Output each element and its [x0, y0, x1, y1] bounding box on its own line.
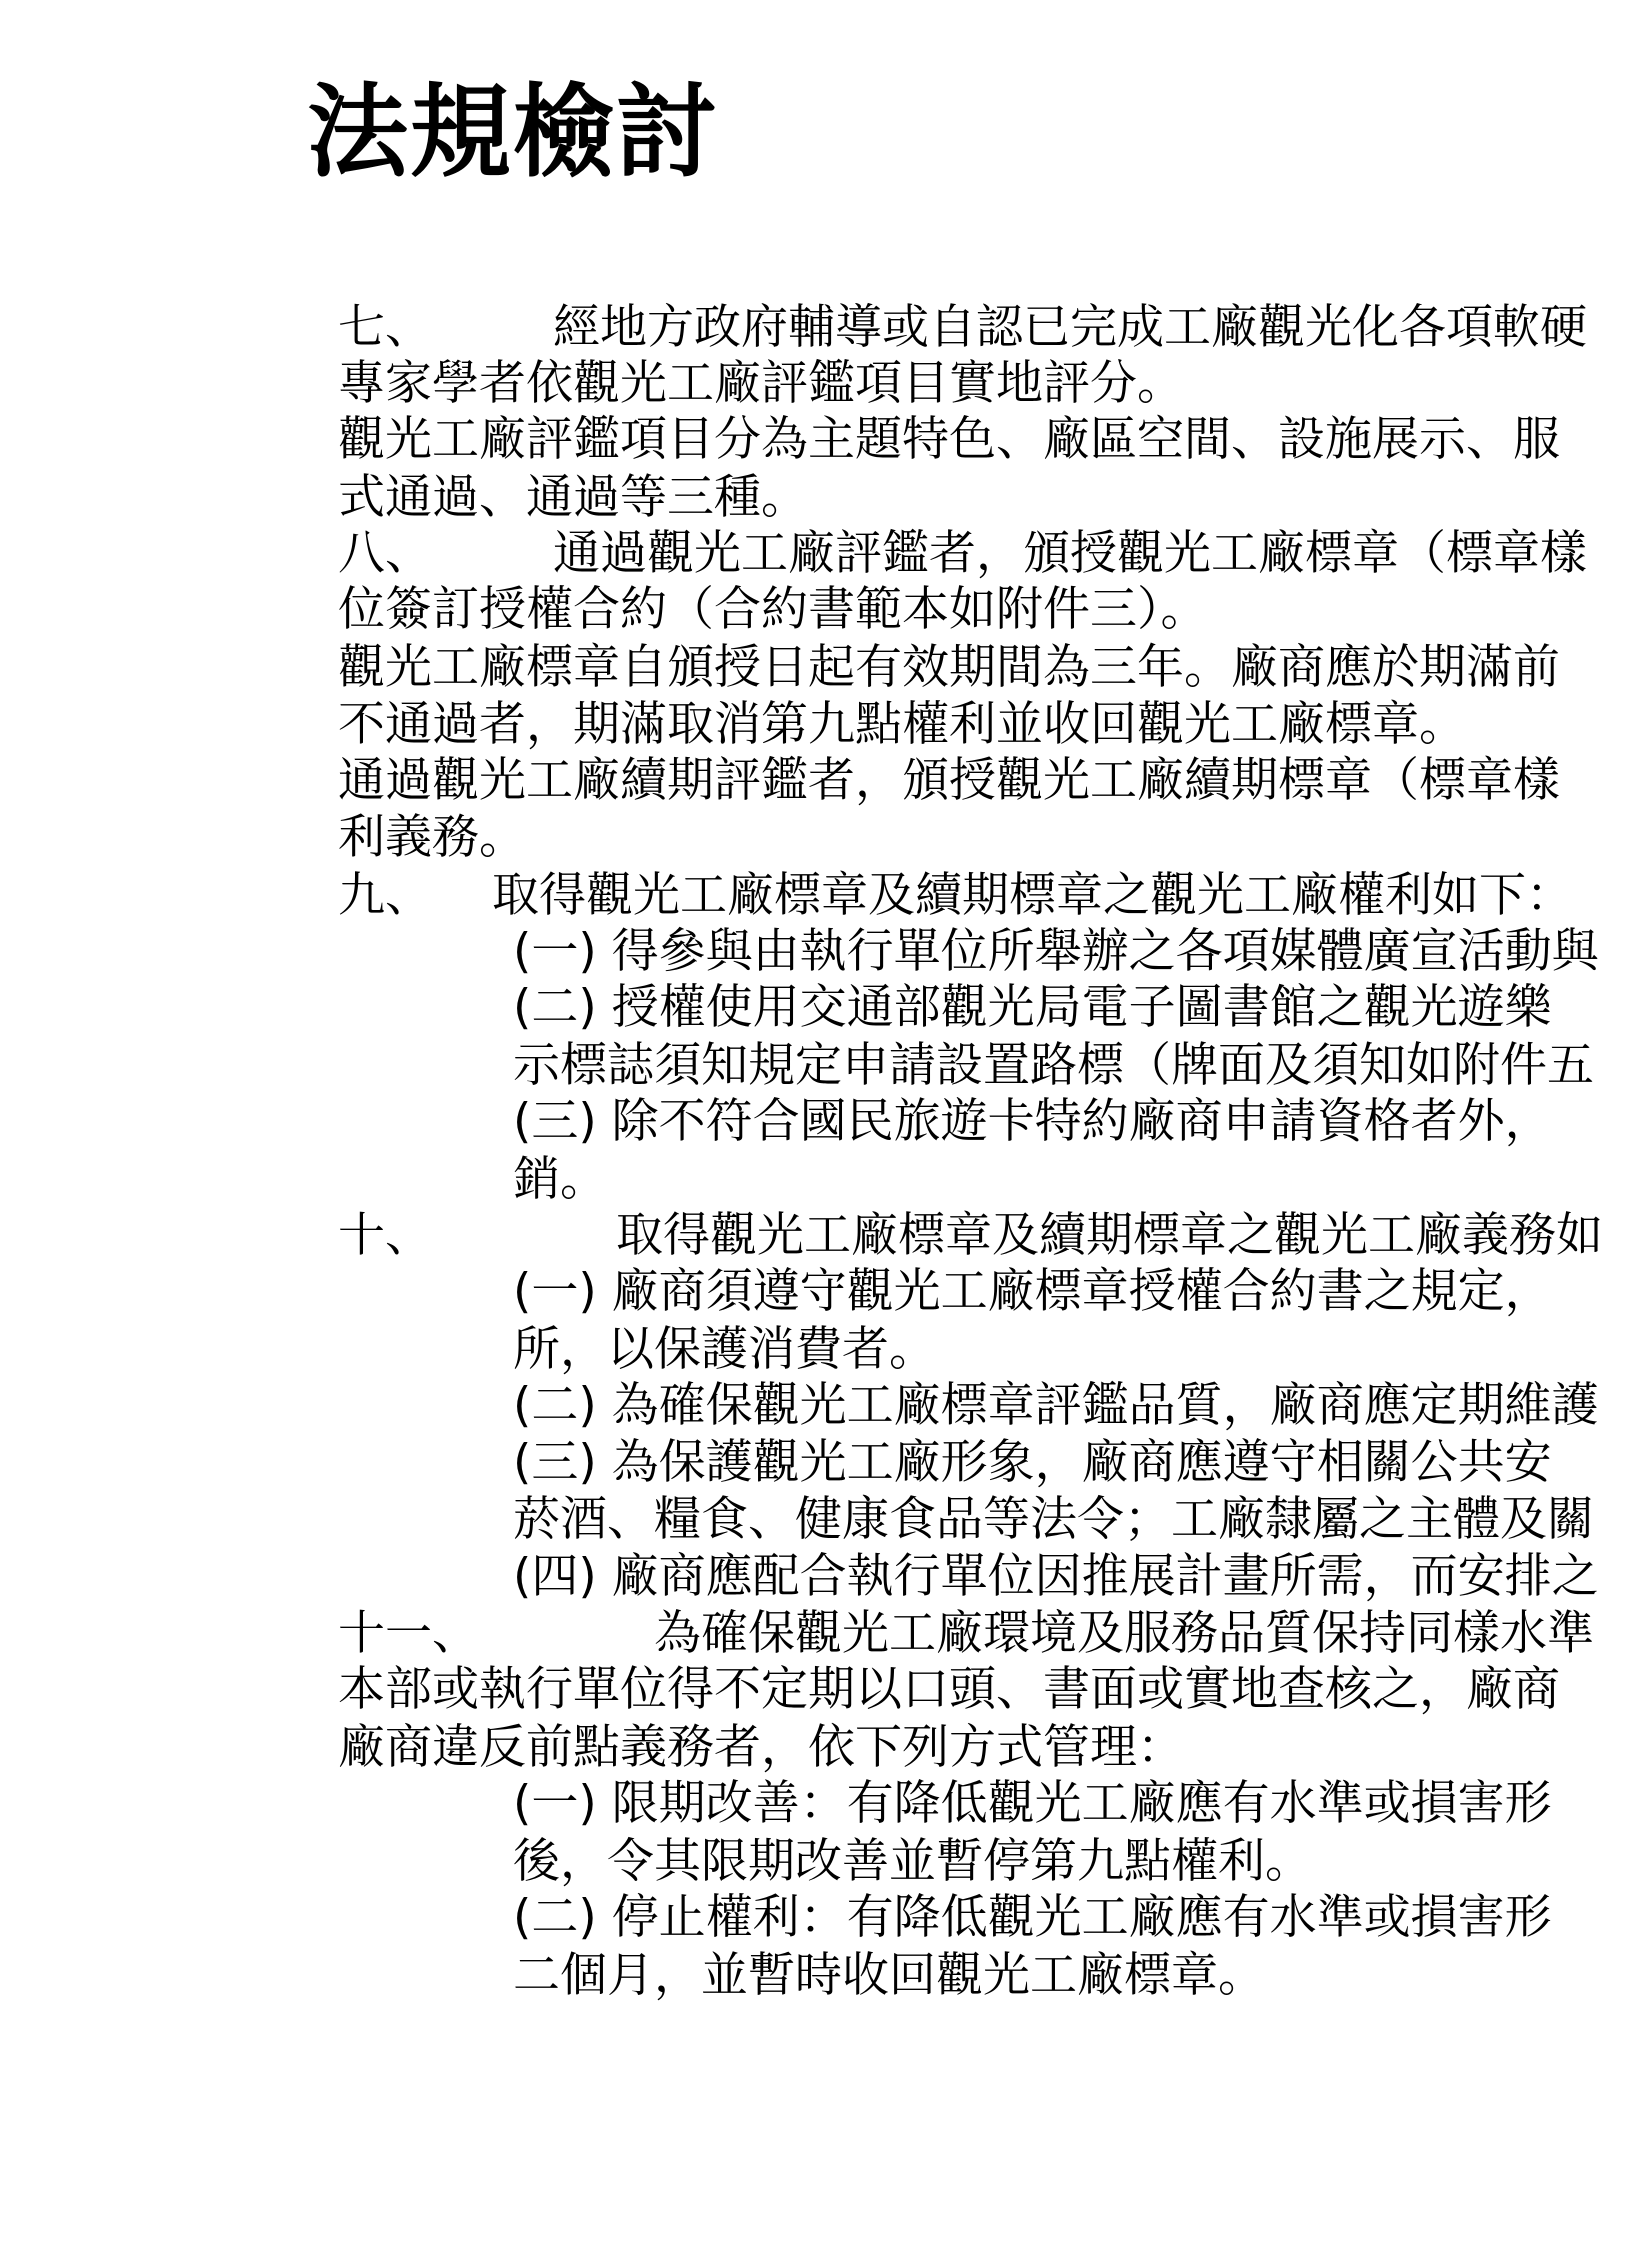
section-number: 十、	[338, 1208, 432, 1263]
text-line: (三) 為保護觀光工廠形象，廠商應遵守相關公共安	[513, 1435, 1552, 1490]
text-line: (四) 廠商應配合執行單位因推展計畫所需，而安排之	[513, 1549, 1599, 1604]
text-line: 二個月，並暫時收回觀光工廠標章。	[513, 1948, 1265, 2003]
text-line: (一) 廠商須遵守觀光工廠標章授權合約書之規定，	[513, 1264, 1552, 1319]
text-line: 廠商違反前點義務者，依下列方式管理：	[338, 1720, 1184, 1775]
text-line: 通過觀光工廠續期評鑑者，頒授觀光工廠續期標章（標章樣	[338, 753, 1560, 808]
text-line: 經地方政府輔導或自認已完成工廠觀光化各項軟硬	[553, 300, 1587, 355]
text-line: 位簽訂授權合約（合約書範本如附件三）。	[338, 582, 1208, 637]
text-line: 菸酒、糧食、健康食品等法令；工廠隸屬之主體及關	[513, 1492, 1594, 1547]
text-line: 不通過者，期滿取消第九點權利並收回觀光工廠標章。	[338, 697, 1466, 752]
text-line: (二) 停止權利：有降低觀光工廠應有水準或損害形	[513, 1890, 1552, 1945]
text-line: 取得觀光工廠標章及續期標章之觀光工廠權利如下：	[492, 868, 1573, 923]
text-line: (一) 得參與由執行單位所舉辦之各項媒體廣宣活動與	[513, 924, 1599, 979]
text-line: 觀光工廠評鑑項目分為主題特色、廠區空間、設施展示、服	[338, 412, 1560, 467]
text-line: 專家學者依觀光工廠評鑑項目實地評分。	[338, 356, 1184, 411]
text-line: 本部或執行單位得不定期以口頭、書面或實地查核之，廠商	[338, 1662, 1560, 1717]
section-number: 九、	[338, 868, 432, 923]
text-line: 觀光工廠標章自頒授日起有效期間為三年。廠商應於期滿前	[338, 640, 1560, 695]
section-number: 十一、	[338, 1606, 479, 1661]
text-line: 式通過、通過等三種。	[338, 470, 808, 525]
text-line: 為確保觀光工廠環境及服務品質保持同樣水準	[654, 1606, 1594, 1661]
section-number: 七、	[338, 300, 432, 355]
text-line: 取得觀光工廠標章及續期標章之觀光工廠義務如	[616, 1208, 1603, 1263]
text-line: (二) 為確保觀光工廠標章評鑑品質，廠商應定期維護	[513, 1378, 1599, 1433]
text-line: 示標誌須知規定申請設置路標（牌面及須知如附件五	[513, 1038, 1594, 1093]
text-line: (一) 限期改善：有降低觀光工廠應有水準或損害形	[513, 1776, 1552, 1831]
text-line: (三) 除不符合國民旅遊卡特約廠商申請資格者外，	[513, 1094, 1552, 1149]
text-line: 通過觀光工廠評鑑者，頒授觀光工廠標章（標章樣	[553, 526, 1587, 581]
text-line: (二) 授權使用交通部觀光局電子圖書館之觀光遊樂	[513, 980, 1552, 1035]
text-line: 後，令其限期改善並暫停第九點權利。	[513, 1834, 1312, 1889]
section-number: 八、	[338, 526, 432, 581]
text-line: 銷。	[513, 1152, 607, 1207]
text-line: 所，以保護消費者。	[513, 1322, 936, 1377]
page-title: 法規檢討	[307, 73, 720, 191]
text-line: 利義務。	[338, 810, 526, 865]
